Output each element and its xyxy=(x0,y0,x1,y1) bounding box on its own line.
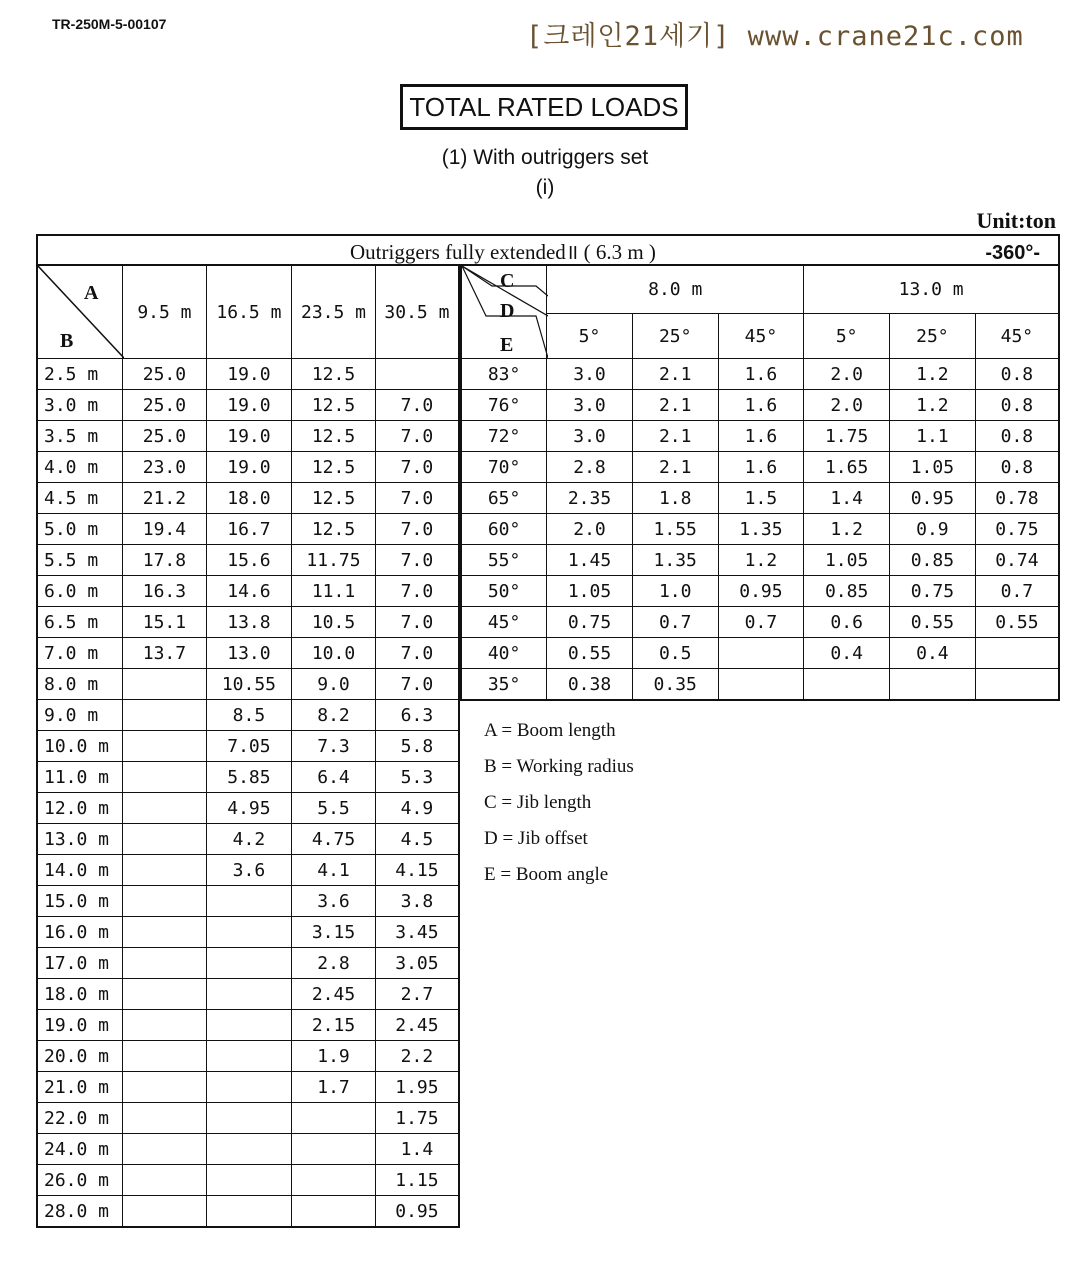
load-cell: 19.0 xyxy=(206,390,292,421)
legend-item: B = Working radius xyxy=(484,756,634,777)
radius-cell: 4.5 m xyxy=(37,483,123,514)
radius-cell: 19.0 m xyxy=(37,1010,123,1041)
subtitle-index: (i) xyxy=(535,176,555,199)
load-cell: 5.85 xyxy=(206,762,292,793)
jib-load-cell: 2.0 xyxy=(804,359,890,390)
table-row xyxy=(37,1072,459,1103)
load-cell: 25.0 xyxy=(123,359,206,390)
load-cell xyxy=(123,1103,206,1134)
boom-angle-cell: 72° xyxy=(461,421,547,452)
boom-angle-cell: 40° xyxy=(461,638,547,669)
load-cell: 19.4 xyxy=(123,514,206,545)
load-cell: 12.5 xyxy=(292,421,376,452)
load-cell: 6.3 xyxy=(375,700,459,731)
jib-load-cell: 0.8 xyxy=(975,452,1059,483)
jib-load-cell: 1.75 xyxy=(804,421,890,452)
jib-load-cell: 1.0 xyxy=(632,576,718,607)
load-cell xyxy=(206,1072,292,1103)
document-code: TR-250M-5-00107 xyxy=(52,16,167,32)
jib-load-cell: 0.8 xyxy=(975,421,1059,452)
jib-load-cell: 1.6 xyxy=(718,359,804,390)
load-cell: 2.45 xyxy=(292,979,376,1010)
jib-load-cell: 3.0 xyxy=(547,390,633,421)
jib-load-cell: 0.38 xyxy=(547,669,633,701)
load-cell xyxy=(123,1165,206,1196)
jib-load-cell: 0.6 xyxy=(804,607,890,638)
outrigger-caption: Outriggers fully extended॥ ( 6.3 m ) xyxy=(350,240,656,264)
load-cell: 3.6 xyxy=(292,886,376,917)
jib-length-header-0: 8.0 m xyxy=(547,265,804,314)
radius-cell: 17.0 m xyxy=(37,948,123,979)
load-cell: 2.7 xyxy=(375,979,459,1010)
load-cell: 1.7 xyxy=(292,1072,376,1103)
jib-load-cell: 0.85 xyxy=(804,576,890,607)
jib-load-cell: 0.55 xyxy=(547,638,633,669)
load-cell xyxy=(206,1165,292,1196)
corner-header xyxy=(37,265,123,359)
table-row xyxy=(37,700,459,731)
load-cell xyxy=(206,979,292,1010)
jib-load-cell: 0.5 xyxy=(632,638,718,669)
jib-load-cell: 3.0 xyxy=(547,421,633,452)
radius-cell: 2.5 m xyxy=(37,359,123,390)
boom-header-0: 9.5 m xyxy=(123,265,206,359)
jib-load-cell: 1.6 xyxy=(718,452,804,483)
load-cell xyxy=(206,917,292,948)
load-cell: 1.95 xyxy=(375,1072,459,1103)
table-row xyxy=(37,762,459,793)
load-cell: 2.8 xyxy=(292,948,376,979)
load-cell: 1.4 xyxy=(375,1134,459,1165)
legend-item: A = Boom length xyxy=(484,720,616,741)
load-cell xyxy=(206,1041,292,1072)
load-cell: 7.0 xyxy=(375,514,459,545)
jib-load-cell: 2.35 xyxy=(547,483,633,514)
load-cell: 5.8 xyxy=(375,731,459,762)
jib-load-cell: 2.0 xyxy=(804,390,890,421)
load-cell: 8.5 xyxy=(206,700,292,731)
load-cell: 4.75 xyxy=(292,824,376,855)
table-row xyxy=(37,1134,459,1165)
radius-cell: 6.0 m xyxy=(37,576,123,607)
table-row xyxy=(37,1196,459,1228)
jib-load-cell: 2.1 xyxy=(632,390,718,421)
load-cell: 7.3 xyxy=(292,731,376,762)
jib-row xyxy=(461,359,1059,390)
jib-row xyxy=(461,390,1059,421)
load-cell: 2.45 xyxy=(375,1010,459,1041)
load-cell: 9.0 xyxy=(292,669,376,700)
load-cell: 13.0 xyxy=(206,638,292,669)
load-cell: 4.95 xyxy=(206,793,292,824)
load-cell: 19.0 xyxy=(206,421,292,452)
jib-load-cell: 1.35 xyxy=(718,514,804,545)
boom-angle-cell: 50° xyxy=(461,576,547,607)
load-cell: 25.0 xyxy=(123,421,206,452)
jib-load-cell: 0.4 xyxy=(890,638,976,669)
load-cell: 3.05 xyxy=(375,948,459,979)
load-cell: 10.55 xyxy=(206,669,292,700)
load-cell xyxy=(123,948,206,979)
jib-corner-header xyxy=(461,265,547,359)
boom-angle-cell: 65° xyxy=(461,483,547,514)
table-row xyxy=(37,576,459,607)
caption-bar xyxy=(36,234,1060,266)
boom-header-2: 23.5 m xyxy=(292,265,376,359)
load-cell: 7.0 xyxy=(375,483,459,514)
jib-load-cell: 0.8 xyxy=(975,359,1059,390)
unit-label: Unit:ton xyxy=(976,208,1056,233)
load-cell xyxy=(292,1134,376,1165)
table-row xyxy=(37,948,459,979)
jib-load-cell: 1.05 xyxy=(804,545,890,576)
load-cell xyxy=(206,1010,292,1041)
jib-row xyxy=(461,669,1059,701)
load-cell xyxy=(123,669,206,700)
table-row xyxy=(37,824,459,855)
jib-load-cell: 1.5 xyxy=(718,483,804,514)
jib-row xyxy=(461,514,1059,545)
jib-load-cell xyxy=(975,669,1059,701)
load-cell: 7.0 xyxy=(375,669,459,700)
load-cell: 15.1 xyxy=(123,607,206,638)
jib-load-cell: 0.75 xyxy=(890,576,976,607)
rotation-label: -360°- xyxy=(985,242,1040,264)
jib-row xyxy=(461,421,1059,452)
load-cell: 15.6 xyxy=(206,545,292,576)
table-row xyxy=(37,607,459,638)
load-cell: 3.45 xyxy=(375,917,459,948)
jib-load-cell: 2.0 xyxy=(547,514,633,545)
load-cell xyxy=(375,359,459,390)
load-cell: 12.5 xyxy=(292,359,376,390)
jib-load-cell: 0.78 xyxy=(975,483,1059,514)
boom-angle-cell: 60° xyxy=(461,514,547,545)
jib-load-cell: 1.65 xyxy=(804,452,890,483)
load-cell: 16.7 xyxy=(206,514,292,545)
radius-cell: 21.0 m xyxy=(37,1072,123,1103)
load-cell: 13.8 xyxy=(206,607,292,638)
load-cell xyxy=(206,1196,292,1228)
radius-cell: 4.0 m xyxy=(37,452,123,483)
jib-load-cell: 2.8 xyxy=(547,452,633,483)
table-row xyxy=(37,1041,459,1072)
jib-length-header-1: 13.0 m xyxy=(804,265,1059,314)
legend-item: C = Jib length xyxy=(484,792,592,813)
load-cell: 17.8 xyxy=(123,545,206,576)
radius-cell: 11.0 m xyxy=(37,762,123,793)
jib-load-cell: 0.4 xyxy=(804,638,890,669)
load-cell: 23.0 xyxy=(123,452,206,483)
load-cell: 1.9 xyxy=(292,1041,376,1072)
radius-cell: 20.0 m xyxy=(37,1041,123,1072)
load-cell: 11.1 xyxy=(292,576,376,607)
load-cell: 12.5 xyxy=(292,514,376,545)
boom-header-1: 16.5 m xyxy=(206,265,292,359)
radius-cell: 12.0 m xyxy=(37,793,123,824)
table-row xyxy=(37,545,459,576)
jib-row xyxy=(461,452,1059,483)
boom-header-3: 30.5 m xyxy=(375,265,459,359)
jib-load-cell: 1.1 xyxy=(890,421,976,452)
jib-offset-header: 5° xyxy=(804,314,890,359)
load-cell: 3.6 xyxy=(206,855,292,886)
load-cell: 1.15 xyxy=(375,1165,459,1196)
load-cell xyxy=(123,1010,206,1041)
jib-offset-header: 5° xyxy=(547,314,633,359)
radius-cell: 6.5 m xyxy=(37,607,123,638)
load-cell: 10.5 xyxy=(292,607,376,638)
table-row xyxy=(37,638,459,669)
load-cell: 2.2 xyxy=(375,1041,459,1072)
load-cell: 4.15 xyxy=(375,855,459,886)
load-cell: 2.15 xyxy=(292,1010,376,1041)
load-cell: 4.2 xyxy=(206,824,292,855)
legend-item: D = Jib offset xyxy=(484,828,588,849)
jib-load-cell: 1.05 xyxy=(890,452,976,483)
radius-cell: 24.0 m xyxy=(37,1134,123,1165)
jib-row xyxy=(461,607,1059,638)
table-row xyxy=(37,452,459,483)
load-cell: 7.0 xyxy=(375,390,459,421)
load-cell: 12.5 xyxy=(292,390,376,421)
load-cell xyxy=(123,793,206,824)
jib-load-cell xyxy=(804,669,890,701)
load-cell: 11.75 xyxy=(292,545,376,576)
load-cell: 12.5 xyxy=(292,452,376,483)
load-cell xyxy=(123,979,206,1010)
page-title: TOTAL RATED LOADS xyxy=(400,84,688,130)
jib-load-cell: 1.6 xyxy=(718,421,804,452)
load-cell xyxy=(292,1196,376,1228)
jib-load-cell: 1.4 xyxy=(804,483,890,514)
jib-load-cell xyxy=(890,669,976,701)
table-row xyxy=(37,731,459,762)
jib-load-cell: 1.2 xyxy=(890,359,976,390)
radius-cell: 16.0 m xyxy=(37,917,123,948)
table-row xyxy=(37,1103,459,1134)
boom-angle-cell: 70° xyxy=(461,452,547,483)
jib-load-cell: 2.1 xyxy=(632,359,718,390)
watermark: [크레인21세기] www.crane21c.com xyxy=(526,21,1024,52)
load-cell: 21.2 xyxy=(123,483,206,514)
load-cell xyxy=(123,886,206,917)
jib-load-cell: 1.45 xyxy=(547,545,633,576)
radius-cell: 18.0 m xyxy=(37,979,123,1010)
boom-angle-cell: 35° xyxy=(461,669,547,701)
jib-load-cell: 0.7 xyxy=(975,576,1059,607)
jib-load-cell: 0.35 xyxy=(632,669,718,701)
jib-load-cell: 1.55 xyxy=(632,514,718,545)
radius-cell: 15.0 m xyxy=(37,886,123,917)
jib-load-cell: 0.75 xyxy=(547,607,633,638)
legend-item: E = Boom angle xyxy=(484,864,609,885)
jib-offset-header: 25° xyxy=(632,314,718,359)
subtitle: (1) With outriggers set xyxy=(441,146,649,169)
load-cell xyxy=(206,1103,292,1134)
jib-load-cell: 0.55 xyxy=(975,607,1059,638)
radius-cell: 3.0 m xyxy=(37,390,123,421)
load-cell: 18.0 xyxy=(206,483,292,514)
load-cell xyxy=(206,1134,292,1165)
load-cell: 25.0 xyxy=(123,390,206,421)
load-cell: 7.0 xyxy=(375,421,459,452)
radius-cell: 14.0 m xyxy=(37,855,123,886)
load-cell: 5.3 xyxy=(375,762,459,793)
load-cell: 19.0 xyxy=(206,452,292,483)
load-cell: 13.7 xyxy=(123,638,206,669)
table-row xyxy=(37,1010,459,1041)
load-cell: 4.9 xyxy=(375,793,459,824)
jib-load-cell: 0.9 xyxy=(890,514,976,545)
load-cell: 7.0 xyxy=(375,576,459,607)
jib-load-cell: 0.7 xyxy=(718,607,804,638)
jib-load-cell: 0.85 xyxy=(890,545,976,576)
load-cell: 16.3 xyxy=(123,576,206,607)
load-cell: 5.5 xyxy=(292,793,376,824)
load-cell: 3.8 xyxy=(375,886,459,917)
jib-load-cell: 0.55 xyxy=(890,607,976,638)
label-b: B xyxy=(60,330,74,352)
table-row xyxy=(37,421,459,452)
jib-load-cell: 0.7 xyxy=(632,607,718,638)
table-row xyxy=(37,390,459,421)
jib-load-cell: 2.1 xyxy=(632,452,718,483)
boom-angle-cell: 76° xyxy=(461,390,547,421)
load-cell: 12.5 xyxy=(292,483,376,514)
jib-row xyxy=(461,483,1059,514)
table-row xyxy=(37,483,459,514)
table-row xyxy=(37,514,459,545)
jib-load-cell: 1.35 xyxy=(632,545,718,576)
legend xyxy=(484,720,634,900)
table-row xyxy=(37,793,459,824)
jib-load-cell: 1.6 xyxy=(718,390,804,421)
load-cell: 10.0 xyxy=(292,638,376,669)
boom-angle-cell: 83° xyxy=(461,359,547,390)
table-row xyxy=(37,917,459,948)
load-cell: 7.0 xyxy=(375,452,459,483)
jib-load-cell: 1.8 xyxy=(632,483,718,514)
jib-load-cell: 0.8 xyxy=(975,390,1059,421)
table-row xyxy=(37,1165,459,1196)
radius-cell: 9.0 m xyxy=(37,700,123,731)
load-cell: 1.75 xyxy=(375,1103,459,1134)
load-cell: 14.6 xyxy=(206,576,292,607)
load-cell: 3.15 xyxy=(292,917,376,948)
jib-load-cell: 0.74 xyxy=(975,545,1059,576)
load-cell xyxy=(206,948,292,979)
table-row xyxy=(37,855,459,886)
load-cell xyxy=(123,1134,206,1165)
jib-load-cell xyxy=(718,638,804,669)
radius-cell: 3.5 m xyxy=(37,421,123,452)
radius-cell: 22.0 m xyxy=(37,1103,123,1134)
jib-load-cell: 2.1 xyxy=(632,421,718,452)
table-row xyxy=(37,886,459,917)
radius-cell: 26.0 m xyxy=(37,1165,123,1196)
jib-offset-header: 25° xyxy=(890,314,976,359)
radius-cell: 10.0 m xyxy=(37,731,123,762)
table-row xyxy=(37,359,459,390)
radius-cell: 5.5 m xyxy=(37,545,123,576)
jib-load-cell xyxy=(975,638,1059,669)
jib-load-cell: 1.2 xyxy=(890,390,976,421)
table-row xyxy=(37,669,459,700)
load-cell xyxy=(123,824,206,855)
load-cell xyxy=(123,700,206,731)
jib-load-cell: 3.0 xyxy=(547,359,633,390)
radius-cell: 7.0 m xyxy=(37,638,123,669)
label-d: D xyxy=(500,300,515,322)
jib-offset-header: 45° xyxy=(718,314,804,359)
load-cell xyxy=(123,917,206,948)
load-cell: 6.4 xyxy=(292,762,376,793)
jib-load-cell: 0.95 xyxy=(890,483,976,514)
load-cell: 7.0 xyxy=(375,545,459,576)
boom-angle-cell: 45° xyxy=(461,607,547,638)
load-cell: 8.2 xyxy=(292,700,376,731)
radius-cell: 13.0 m xyxy=(37,824,123,855)
label-e: E xyxy=(500,334,514,356)
load-cell: 19.0 xyxy=(206,359,292,390)
jib-offset-header: 45° xyxy=(975,314,1059,359)
load-cell xyxy=(123,1072,206,1103)
radius-cell: 8.0 m xyxy=(37,669,123,700)
load-cell xyxy=(292,1103,376,1134)
load-cell xyxy=(123,855,206,886)
load-cell: 4.1 xyxy=(292,855,376,886)
load-cell: 7.05 xyxy=(206,731,292,762)
load-cell: 0.95 xyxy=(375,1196,459,1228)
boom-angle-cell: 55° xyxy=(461,545,547,576)
radius-cell: 5.0 m xyxy=(37,514,123,545)
jib-row xyxy=(461,638,1059,669)
main-boom-table xyxy=(36,264,460,1228)
load-cell xyxy=(206,886,292,917)
load-cell xyxy=(123,1196,206,1228)
table-row xyxy=(37,979,459,1010)
diagonal-divider xyxy=(38,266,124,358)
load-cell xyxy=(292,1165,376,1196)
jib-load-cell: 1.2 xyxy=(718,545,804,576)
load-cell: 4.5 xyxy=(375,824,459,855)
jib-row xyxy=(461,545,1059,576)
jib-load-cell: 0.75 xyxy=(975,514,1059,545)
jib-load-cell: 1.2 xyxy=(804,514,890,545)
load-cell: 7.0 xyxy=(375,638,459,669)
jib-load-cell: 1.05 xyxy=(547,576,633,607)
load-cell: 7.0 xyxy=(375,607,459,638)
jib-table xyxy=(460,264,1060,701)
load-cell xyxy=(123,731,206,762)
load-cell xyxy=(123,1041,206,1072)
jib-load-cell: 0.95 xyxy=(718,576,804,607)
label-c: C xyxy=(500,270,515,292)
jib-load-cell xyxy=(718,669,804,701)
load-cell xyxy=(123,762,206,793)
jib-row xyxy=(461,576,1059,607)
label-a: A xyxy=(84,282,99,304)
radius-cell: 28.0 m xyxy=(37,1196,123,1228)
